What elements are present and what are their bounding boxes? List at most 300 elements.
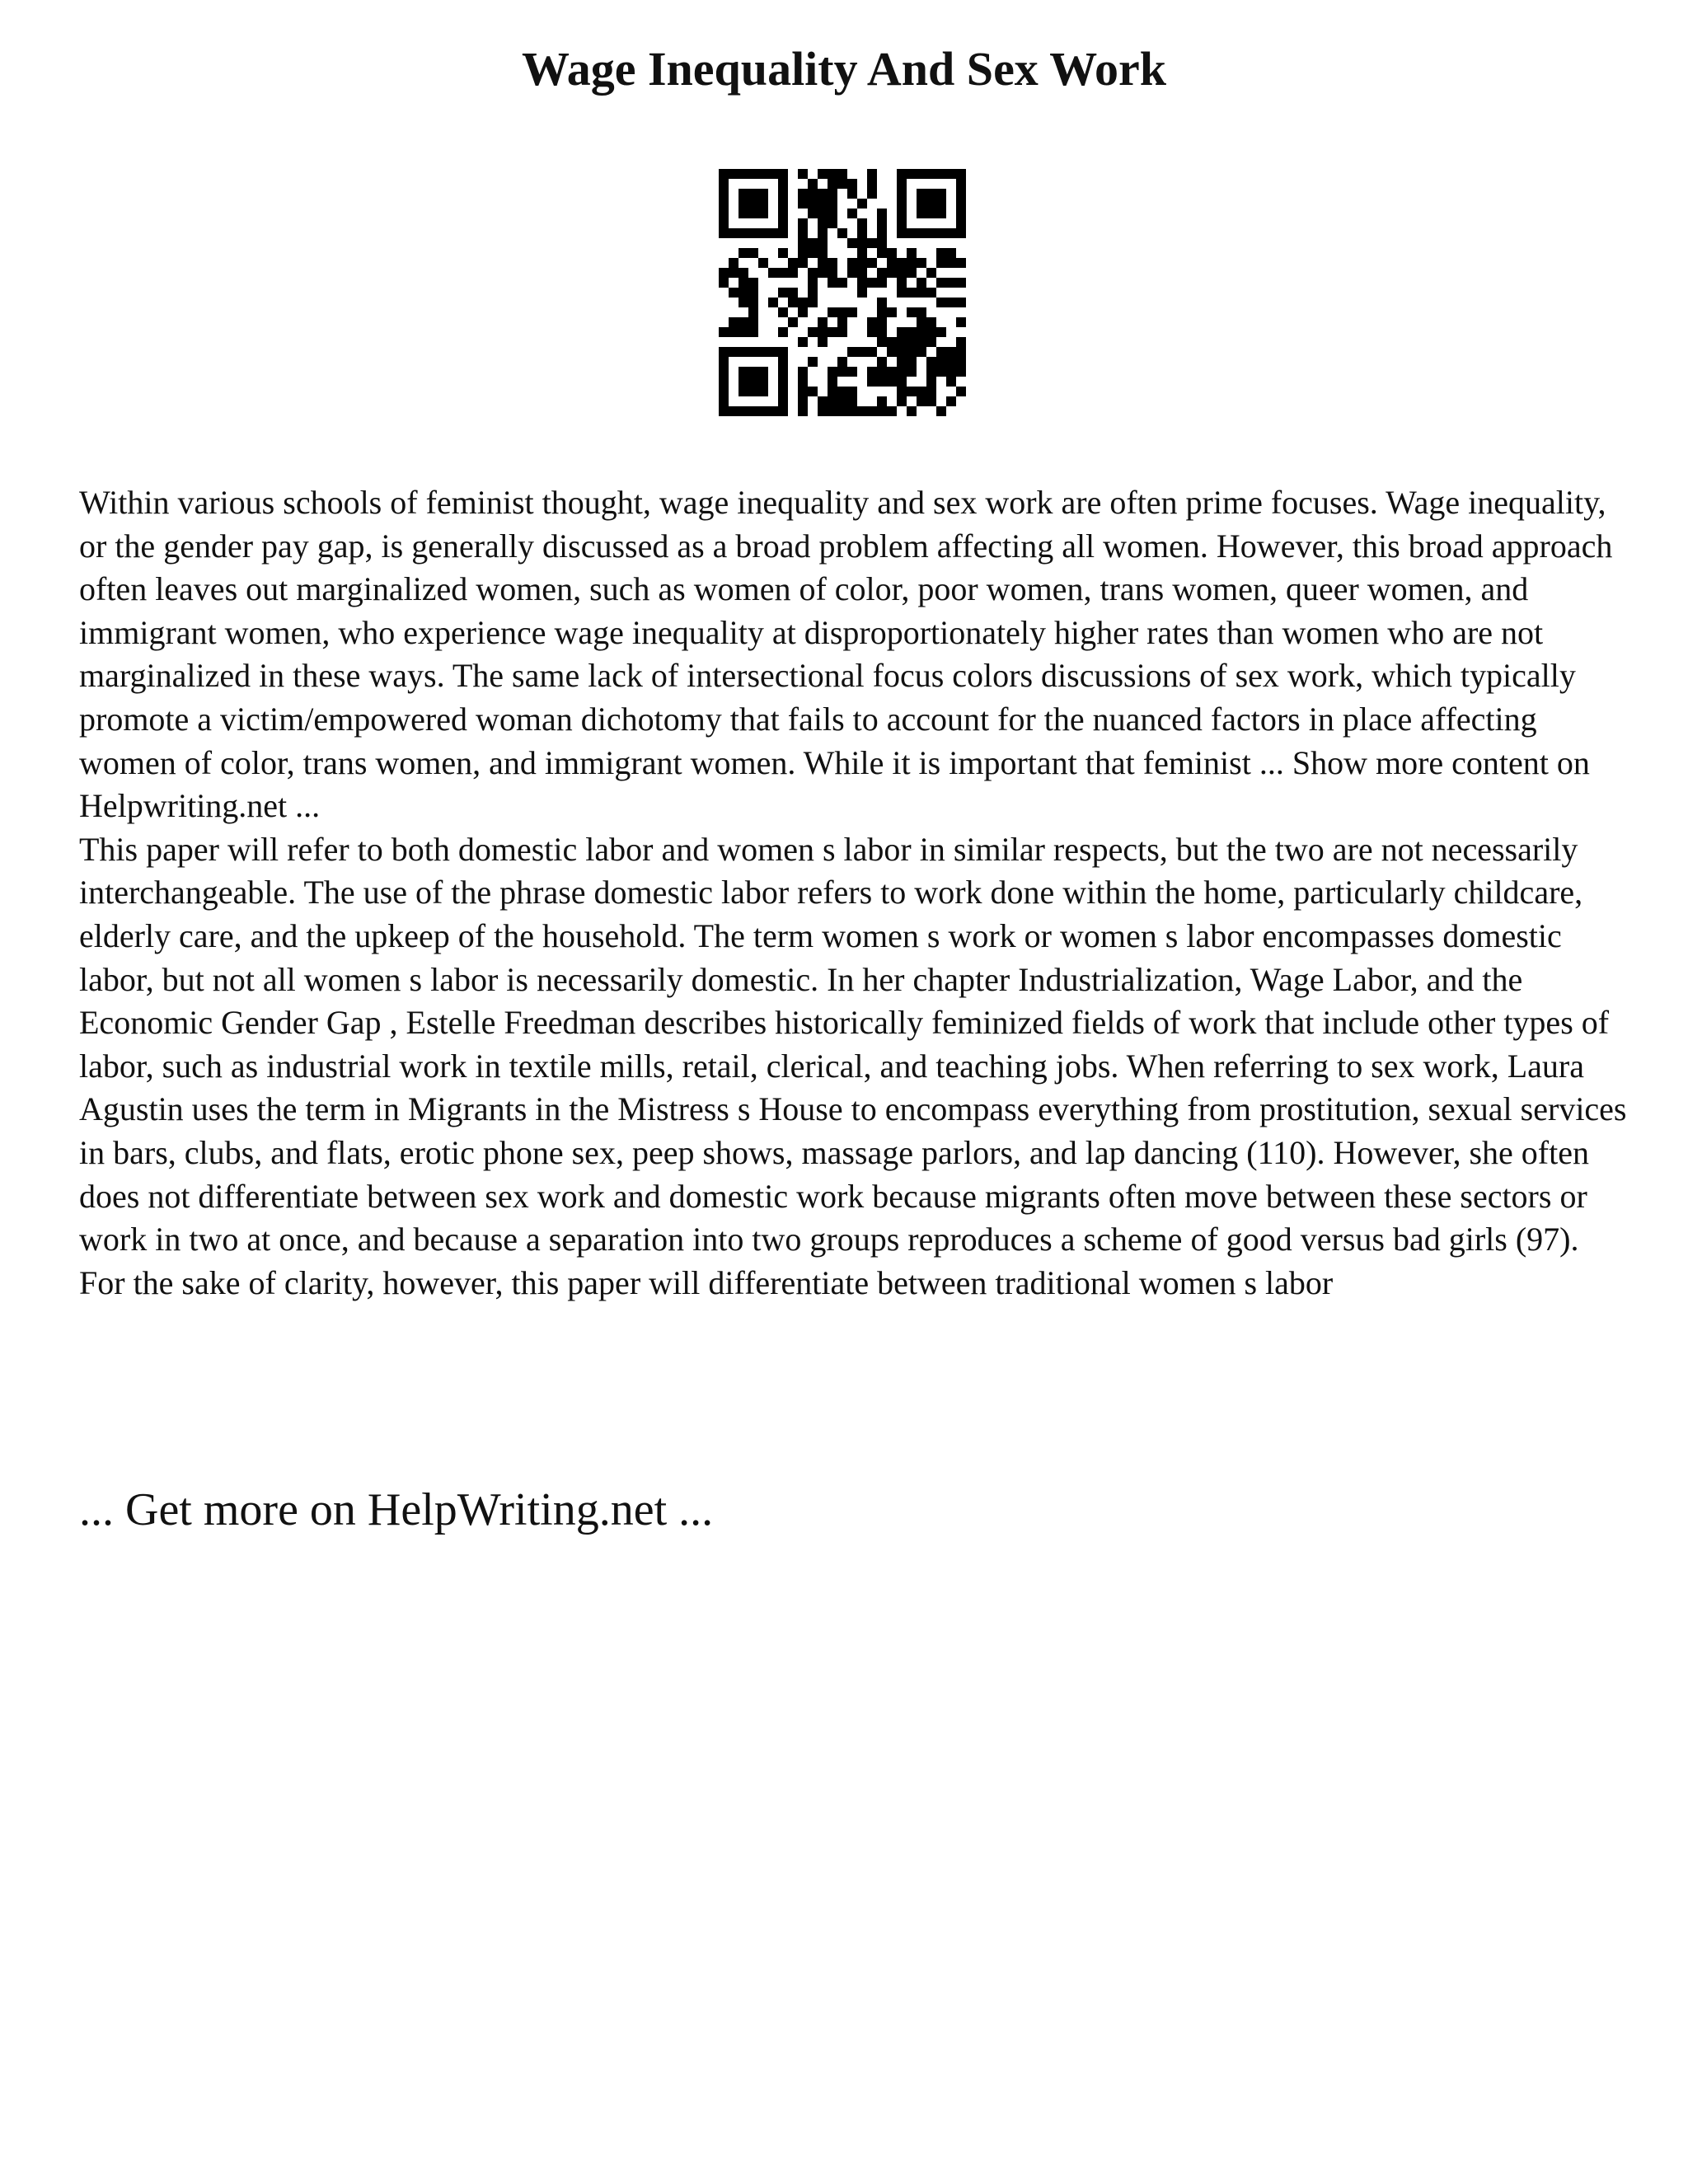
qr-module (936, 327, 946, 337)
qr-module (897, 268, 907, 278)
qr-module (917, 337, 926, 347)
qr-module (729, 288, 738, 298)
qr-module (738, 228, 748, 238)
qr-module (719, 218, 729, 228)
qr-module (847, 307, 857, 317)
qr-module (877, 268, 887, 278)
qr-module (828, 367, 837, 377)
qr-module (798, 337, 808, 347)
qr-module (887, 367, 897, 377)
qr-module (808, 288, 818, 298)
qr-module (867, 278, 877, 288)
qr-module (828, 278, 837, 288)
qr-module (837, 169, 847, 179)
qr-module (798, 298, 808, 307)
qr-module (867, 189, 877, 199)
qr-module (936, 406, 946, 416)
qr-module (778, 288, 788, 298)
qr-module (897, 387, 907, 396)
qr-module (768, 268, 778, 278)
qr-module (936, 298, 946, 307)
qr-module (738, 367, 748, 377)
qr-module (798, 307, 808, 317)
qr-module (926, 268, 936, 278)
qr-module (828, 387, 837, 396)
qr-module (857, 406, 867, 416)
qr-module (857, 278, 867, 288)
document-title: Wage Inequality And Sex Work (521, 42, 1167, 96)
qr-module (758, 406, 768, 416)
qr-module (788, 258, 798, 268)
qr-module (867, 169, 877, 179)
qr-module (956, 218, 966, 228)
qr-module (828, 209, 837, 218)
qr-module (808, 248, 818, 258)
qr-module (956, 169, 966, 179)
qr-module (917, 317, 926, 327)
qr-module (837, 179, 847, 189)
qr-module (768, 347, 778, 357)
qr-module (956, 179, 966, 189)
qr-module (719, 406, 729, 416)
qr-module (748, 377, 758, 387)
qr-module (748, 387, 758, 396)
qr-module (748, 317, 758, 327)
qr-module (808, 238, 818, 248)
qr-module (818, 396, 828, 406)
qr-module (837, 406, 847, 416)
qr-module (847, 347, 857, 357)
qr-module (758, 258, 768, 268)
qr-module (917, 347, 926, 357)
qr-module (877, 218, 887, 228)
qr-module (729, 327, 738, 337)
qr-module (818, 327, 828, 337)
qr-module (926, 337, 936, 347)
qr-module (877, 228, 887, 238)
qr-module (917, 278, 926, 288)
qr-module (818, 317, 828, 327)
qr-module (887, 258, 897, 268)
qr-code[interactable] (719, 169, 966, 416)
qr-module (778, 406, 788, 416)
qr-module (778, 189, 788, 199)
qr-module (936, 199, 946, 209)
qr-module (887, 347, 897, 357)
qr-module (887, 377, 897, 387)
qr-module (867, 179, 877, 189)
qr-module (907, 357, 917, 367)
qr-module (907, 288, 917, 298)
qr-module (897, 347, 907, 357)
qr-module (897, 396, 907, 406)
qr-module (946, 357, 956, 367)
qr-module (897, 357, 907, 367)
qr-module (857, 347, 867, 357)
qr-module (897, 367, 907, 377)
qr-module (946, 248, 956, 258)
qr-module (798, 199, 808, 209)
qr-module (828, 307, 837, 317)
qr-module (847, 258, 857, 268)
qr-module (907, 367, 917, 377)
qr-module (738, 209, 748, 218)
qr-module (897, 179, 907, 189)
qr-module (897, 327, 907, 337)
qr-module (877, 278, 887, 288)
qr-module (778, 367, 788, 377)
qr-module (778, 396, 788, 406)
qr-module (936, 209, 946, 218)
get-more-link[interactable]: ... Get more on HelpWriting.net ... (79, 1484, 714, 1535)
qr-module (808, 189, 818, 199)
qr-module (907, 268, 917, 278)
qr-module (778, 387, 788, 396)
qr-module (956, 199, 966, 209)
qr-module (877, 317, 887, 327)
qr-module (719, 199, 729, 209)
qr-module (798, 406, 808, 416)
qr-module (837, 387, 847, 396)
qr-module (719, 396, 729, 406)
qr-module (818, 189, 828, 199)
qr-module (897, 258, 907, 268)
qr-module (778, 248, 788, 258)
qr-module (828, 327, 837, 337)
qr-module (758, 377, 768, 387)
qr-module (778, 357, 788, 367)
qr-module (818, 238, 828, 248)
qr-module (917, 169, 926, 179)
qr-module (956, 278, 966, 288)
qr-module (719, 179, 729, 189)
qr-module (956, 347, 966, 357)
qr-module (926, 199, 936, 209)
qr-module (828, 169, 837, 179)
qr-module (808, 298, 818, 307)
qr-module (936, 169, 946, 179)
qr-module (867, 367, 877, 377)
qr-module (926, 288, 936, 298)
qr-module (837, 278, 847, 288)
qr-module (788, 268, 798, 278)
qr-module (719, 377, 729, 387)
qr-module (857, 199, 867, 209)
qr-module (877, 396, 887, 406)
qr-module (828, 189, 837, 199)
qr-module (738, 248, 748, 258)
qr-module (877, 209, 887, 218)
qr-module (956, 337, 966, 347)
qr-module (719, 357, 729, 367)
qr-module (926, 317, 936, 327)
document-body (79, 481, 1629, 1305)
qr-module (738, 189, 748, 199)
qr-module (798, 387, 808, 396)
qr-module (778, 228, 788, 238)
qr-module (808, 357, 818, 367)
qr-module (847, 268, 857, 278)
qr-module (907, 248, 917, 258)
qr-module (729, 317, 738, 327)
qr-module (778, 268, 788, 278)
qr-module (837, 228, 847, 238)
qr-module (897, 209, 907, 218)
qr-module (847, 396, 857, 406)
qr-module (748, 367, 758, 377)
qr-module (837, 357, 847, 367)
qr-module (936, 278, 946, 288)
qr-module (748, 209, 758, 218)
qr-module (926, 367, 936, 377)
qr-module (818, 209, 828, 218)
paragraph-2: This paper will refer to both domestic labor and women s labor in similar respects, but the two are not necessarily interchangeable. The use of the phrase domestic labor refers to work done within the home, particularly childcare, elderly care, and the upkeep of the household. The term women s work or women s labor encompasses domestic labor, but not all women s labor is necessarily domestic. In her chapter Industrialization, Wage Labor, and the Economic Gender Gap , Estelle Freedman describes historically feminized fields of work that include other types of labor, such as industrial work in textile mills, retail, clerical, and teaching jobs. When referring to sex work, Laura Agustin uses the term in Migrants in the Mistress s House to encompass everything from prostitution, sexual services in bars, clubs, and flats, erotic phone sex, peep shows, massage parlors, and lap dancing (110). However, she often does not differentiate between sex work and domestic work because migrants often move between these sectors or work in two at once, and because a separation into two groups reproduces a scheme of good versus bad girls (97). For the sake of clarity, however, this paper will differentiate between traditional women s labor (79, 830, 1627, 1301)
qr-module (808, 199, 818, 209)
qr-module (738, 278, 748, 288)
qr-module (818, 268, 828, 278)
qr-module (748, 298, 758, 307)
qr-module (897, 189, 907, 199)
qr-module (917, 288, 926, 298)
qr-module (946, 347, 956, 357)
qr-module (877, 238, 887, 248)
qr-code-image (719, 169, 966, 416)
qr-module (738, 298, 748, 307)
qr-module (926, 169, 936, 179)
qr-module (877, 357, 887, 367)
qr-module (936, 367, 946, 377)
qr-module (719, 367, 729, 377)
qr-module (917, 387, 926, 396)
qr-module (828, 377, 837, 387)
qr-module (956, 317, 966, 327)
qr-module (758, 199, 768, 209)
qr-module (936, 347, 946, 357)
qr-module (877, 367, 887, 377)
qr-module (808, 268, 818, 278)
qr-module (828, 268, 837, 278)
qr-module (907, 169, 917, 179)
qr-module (818, 228, 828, 238)
qr-module (828, 179, 837, 189)
qr-module (808, 327, 818, 337)
qr-module (897, 199, 907, 209)
qr-module (877, 377, 887, 387)
qr-module (837, 367, 847, 377)
qr-module (729, 169, 738, 179)
qr-module (748, 228, 758, 238)
qr-module (778, 377, 788, 387)
qr-module (887, 248, 897, 258)
qr-module (907, 327, 917, 337)
qr-module (956, 258, 966, 268)
qr-module (818, 406, 828, 416)
qr-module (768, 169, 778, 179)
qr-module (877, 337, 887, 347)
qr-module (917, 396, 926, 406)
qr-module (818, 218, 828, 228)
qr-module (936, 248, 946, 258)
qr-module (897, 288, 907, 298)
qr-module (907, 387, 917, 396)
qr-module (926, 209, 936, 218)
qr-module (847, 406, 857, 416)
qr-module (857, 288, 867, 298)
qr-module (798, 228, 808, 238)
qr-module (936, 228, 946, 238)
qr-module (926, 377, 936, 387)
qr-module (768, 406, 778, 416)
qr-module (857, 238, 867, 248)
qr-module (719, 268, 729, 278)
qr-module (798, 169, 808, 179)
qr-module (738, 327, 748, 337)
qr-module (778, 209, 788, 218)
qr-module (738, 288, 748, 298)
qr-module (847, 179, 857, 189)
qr-module (847, 238, 857, 248)
qr-module (946, 258, 956, 268)
qr-module (808, 387, 818, 396)
qr-module (847, 387, 857, 396)
qr-module (719, 347, 729, 357)
qr-module (808, 278, 818, 288)
qr-module (936, 357, 946, 367)
qr-module (748, 347, 758, 357)
qr-module (926, 396, 936, 406)
qr-module (857, 228, 867, 238)
qr-module (837, 327, 847, 337)
qr-module (798, 218, 808, 228)
qr-module (887, 337, 897, 347)
qr-module (897, 278, 907, 288)
qr-module (897, 169, 907, 179)
qr-module (818, 258, 828, 268)
qr-module (926, 387, 936, 396)
qr-module (719, 169, 729, 179)
qr-module (956, 209, 966, 218)
qr-module (719, 387, 729, 396)
qr-module (719, 189, 729, 199)
qr-module (847, 209, 857, 218)
qr-module (956, 228, 966, 238)
qr-module (758, 228, 768, 238)
qr-module (798, 189, 808, 199)
qr-module (729, 406, 738, 416)
qr-module (828, 199, 837, 209)
qr-module (837, 307, 847, 317)
qr-module (887, 406, 897, 416)
qr-module (788, 288, 798, 298)
qr-module (907, 347, 917, 357)
qr-module (748, 406, 758, 416)
qr-module (857, 218, 867, 228)
qr-module (798, 248, 808, 258)
qr-module (758, 387, 768, 396)
qr-module (907, 228, 917, 238)
qr-module (946, 169, 956, 179)
qr-module (738, 347, 748, 357)
qr-module (877, 406, 887, 416)
qr-module (877, 248, 887, 258)
qr-module (719, 209, 729, 218)
qr-module (778, 327, 788, 337)
qr-module (798, 396, 808, 406)
qr-module (956, 357, 966, 367)
qr-module (748, 307, 758, 317)
qr-module (917, 199, 926, 209)
qr-module (877, 327, 887, 337)
qr-module (946, 396, 956, 406)
qr-module (828, 218, 837, 228)
qr-module (778, 169, 788, 179)
qr-module (867, 347, 877, 357)
qr-module (738, 377, 748, 387)
qr-module (748, 288, 758, 298)
qr-module (877, 298, 887, 307)
qr-module (917, 327, 926, 337)
qr-module (778, 199, 788, 209)
qr-module (798, 258, 808, 268)
qr-module (729, 228, 738, 238)
qr-module (907, 258, 917, 268)
qr-module (926, 327, 936, 337)
qr-module (778, 179, 788, 189)
qr-module (857, 268, 867, 278)
qr-module (877, 307, 887, 317)
qr-module (897, 228, 907, 238)
qr-module (926, 189, 936, 199)
qr-module (758, 367, 768, 377)
qr-module (778, 347, 788, 357)
qr-module (956, 298, 966, 307)
qr-module (818, 337, 828, 347)
qr-module (857, 258, 867, 268)
qr-module (758, 169, 768, 179)
qr-module (729, 268, 738, 278)
qr-module (907, 406, 917, 416)
paragraph-1: Within various schools of feminist thought, wage inequality and sex work are often prime focuses. Wage inequality, or the gender pay gap, is generally discussed as a broad problem affecting all women. However, this broad approach often leaves out marginalized women, such as women of color, poor women, trans women, queer women, and immigrant women, who experience wage inequality at disproportionately higher rates than women who are not marginalized in these ways. The same lack of intersectional focus colors discussions of sex work, which typically promote a victim/empowered woman dichotomy that fails to account for the nuanced factors in place affecting women of color, trans women, and immigrant women. While it is important that feminist ... Show more content on Helpwriting.net ... (79, 484, 1613, 825)
qr-module (719, 327, 729, 337)
qr-module (738, 406, 748, 416)
qr-module (778, 307, 788, 317)
qr-module (847, 367, 857, 377)
qr-module (828, 258, 837, 268)
qr-module (808, 179, 818, 189)
qr-module (828, 406, 837, 416)
qr-module (738, 387, 748, 396)
qr-module (926, 357, 936, 367)
qr-module (907, 307, 917, 317)
qr-module (738, 169, 748, 179)
qr-module (748, 169, 758, 179)
qr-module (719, 228, 729, 238)
qr-module (748, 248, 758, 258)
qr-module (897, 218, 907, 228)
qr-module (867, 406, 877, 416)
qr-module (867, 377, 877, 387)
qr-module (729, 347, 738, 357)
qr-module (857, 248, 867, 258)
qr-module (828, 396, 837, 406)
qr-module (798, 377, 808, 387)
qr-module (758, 189, 768, 199)
qr-module (946, 367, 956, 377)
qr-module (808, 209, 818, 218)
qr-module (907, 337, 917, 347)
qr-module (768, 228, 778, 238)
qr-module (729, 258, 738, 268)
